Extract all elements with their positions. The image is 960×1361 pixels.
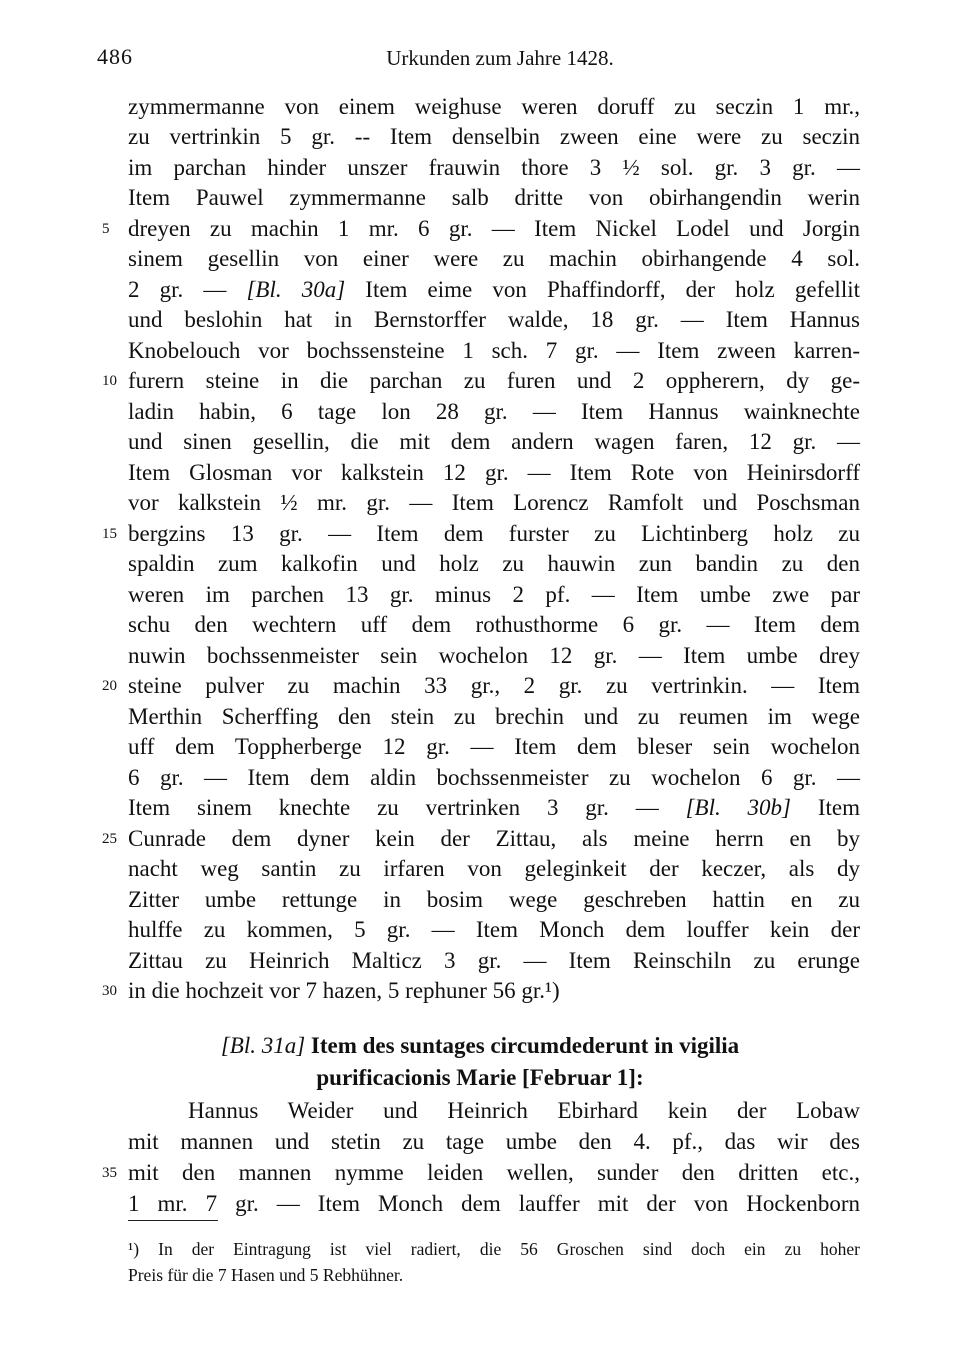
line-number: 10: [102, 373, 117, 389]
text-line: Zittau zu Heinrich Malticz 3 gr. — Item Reinschiln zu erunge: [128, 948, 860, 973]
text-line: steine pulver zu machin 33 gr., 2 gr. zu vertrinkin. — Item: [128, 673, 860, 698]
text-line: Zitter umbe rettunge in bosim wege geschreben hattin en zu: [128, 887, 860, 912]
text-line: 6 gr. — Item dem aldin bochssenmeister zu wochelon 6 gr. —: [128, 765, 860, 790]
text-line: Item Glosman vor kalkstein 12 gr. — Item Rote von Heinirsdorff: [128, 460, 860, 485]
text-line: schu den wechtern uff dem rothusthorme 6 gr. — Item dem: [128, 612, 860, 637]
line-number: 5: [102, 221, 110, 237]
text-line: weren im parchen 13 gr. minus 2 pf. — Item umbe zwe par: [128, 582, 860, 607]
text-line: zu vertrinkin 5 gr. -- Item denselbin zween eine were zu seczin: [128, 124, 860, 149]
line-number: 35: [102, 1165, 117, 1181]
text-line: furern steine in die parchan zu furen und 2 oppherern, dy ge-: [128, 368, 860, 393]
text-line: vor kalkstein ½ mr. gr. — Item Lorencz Ramfolt und Poschsman: [128, 490, 860, 515]
text-line: spaldin zum kalkofin und holz zu hauwin zun bandin zu den: [128, 551, 860, 576]
text-line: Knobelouch vor bochssensteine 1 sch. 7 gr. — Item zween karren-: [128, 338, 860, 363]
text-line: und sinen gesellin, die mit dem andern wagen faren, 12 gr. —: [128, 429, 860, 454]
text-line: nacht weg santin zu irfaren von geleginkeit der keczer, als dy: [128, 856, 860, 881]
text-line: im parchan hinder unszer frauwin thore 3 ½ sol. gr. 3 gr. —: [128, 155, 860, 180]
text-line: in die hochzeit vor 7 hazen, 5 rephuner 56 gr.¹): [128, 978, 560, 1003]
line-number: 30: [102, 983, 117, 999]
text-line: bergzins 13 gr. — Item dem furster zu Lichtinberg holz zu: [128, 521, 860, 546]
text-line: ladin habin, 6 tage lon 28 gr. — Item Hannus wainknechte: [128, 399, 860, 424]
heading-line-1: Item des suntages circumdederunt in vigilia: [310, 1033, 740, 1058]
text-line: nuwin bochssenmeister sein wochelon 12 gr. — Item umbe drey: [128, 643, 860, 668]
text-line: sinem gesellin von einer were zu machin obirhangende 4 sol.: [128, 246, 860, 271]
folio-reference: [Bl. 31a]: [220, 1033, 306, 1058]
line-number: 15: [102, 526, 117, 542]
text-line: uff dem Toppherberge 12 gr. — Item dem bleser sein wochelon: [128, 734, 860, 759]
text-line: und beslohin hat in Bernstorffer walde, 18 gr. — Item Hannus: [128, 307, 860, 332]
page-number: 486: [97, 44, 133, 69]
folio-reference: [Bl. 30b]: [685, 795, 792, 820]
text-line: Item sinem knechte zu vertrinken 3 gr. — [Bl. 30b] Item: [128, 795, 860, 820]
footnote-rule: [128, 1220, 218, 1221]
heading-line-2: purificacionis Marie [Februar 1]:: [316, 1065, 644, 1090]
text-line: mit den mannen nymme leiden wellen, sunder den dritten etc.,: [128, 1160, 860, 1185]
footnote-line: ¹) In der Eintragung ist viel radiert, die 56 Groschen sind doch ein zu hoher: [128, 1239, 860, 1259]
text-line: dreyen zu machin 1 mr. 6 gr. — Item Nickel Lodel und Jorgin: [128, 216, 860, 241]
footnote-line: Preis für die 7 Hasen und 5 Rebhühner.: [128, 1265, 404, 1285]
line-number: 25: [102, 831, 117, 847]
running-title: Urkunden zum Jahre 1428.: [386, 46, 614, 70]
folio-reference: [Bl. 30a]: [246, 277, 346, 302]
text-line: 2 gr. — [Bl. 30a] Item eime von Phaffindorff, der holz gefellit: [128, 277, 860, 302]
text-line: mit mannen und stetin zu tage umbe den 4. pf., das wir des: [128, 1129, 860, 1154]
text-line: Item Pauwel zymmermanne salb dritte von obirhangendin werin: [128, 185, 860, 210]
text-line: zymmermanne von einem weighuse weren doruff zu seczin 1 mr.,: [128, 94, 860, 119]
text-line: 1 mr. 7 gr. — Item Monch dem lauffer mit der von Hockenborn: [128, 1191, 860, 1216]
line-number: 20: [102, 678, 117, 694]
text-line: Hannus Weider und Heinrich Ebirhard kein der Lobaw: [188, 1098, 860, 1123]
text-line: hulffe zu kommen, 5 gr. — Item Monch dem louffer kein der: [128, 917, 860, 942]
text-line: Cunrade dem dyner kein der Zittau, als meine herrn en by: [128, 826, 860, 851]
text-line: Merthin Scherffing den stein zu brechin und zu reumen im wege: [128, 704, 860, 729]
